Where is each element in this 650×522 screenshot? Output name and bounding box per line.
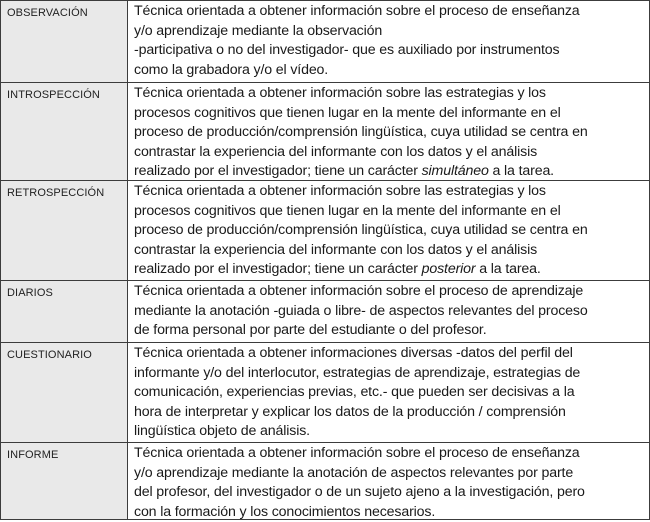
definition-line: Técnica orientada a obtener información sobre el proceso de aprendizaje (134, 283, 584, 299)
definition-line: del profesor, del investigador o de un sujeto ajeno a la investigación, pero (134, 484, 585, 501)
definition-line: hora de interpretar y explicar los datos de la producción / comprensión (134, 403, 566, 420)
table-row-cuestionario (1, 342, 649, 442)
emphasis-text: simultáneo (421, 163, 489, 180)
emphasis-text: posterior (421, 261, 476, 278)
definition-line: Técnica orientada a obtener información sobre las estrategias y los (134, 85, 546, 101)
definition-line: Técnica orientada a obtener información sobre las estrategias y los (134, 183, 546, 199)
definition-cell (128, 281, 649, 342)
definition-line: procesos cognitivos que tienen lugar en la mente del informante en el (134, 104, 561, 121)
definition-text: a la tarea. (488, 163, 554, 180)
definition-line: Técnica orientada a obtener informaciones diversas -datos del perfil del (134, 345, 573, 361)
definition-line: y/o aprendizaje mediante la anotación de aspectos relevantes por parte (134, 464, 574, 481)
definition-line: lingüística objeto de análisis. (134, 423, 310, 440)
definition-cell (128, 443, 649, 519)
term-cell: RETROSPECCIÓN (1, 181, 128, 280)
definition-line: de forma personal por parte del estudiante o del profesor. (134, 322, 487, 339)
table-row-introspeccion (1, 82, 649, 180)
definition-line: Técnica orientada a obtener información sobre el proceso de enseñanza (134, 3, 580, 19)
definition-line: comunicación, experiencias previas, etc.- que pueden ser decisivas a la (134, 384, 575, 401)
definition-line: informante y/o del interlocutor, estrategias de aprendizaje, estrategias de (134, 364, 581, 381)
definition-line: contrastar la experiencia del informante con los datos y el análisis (134, 143, 538, 160)
definition-line: contrastar la experiencia del informante con los datos y el análisis (134, 241, 538, 258)
term-cell: INTROSPECCIÓN (1, 83, 128, 180)
definition-line: -participativa o no del investigador- que es auxiliado por instrumentos (134, 42, 560, 59)
definition-line: procesos cognitivos que tienen lugar en la mente del informante en el (134, 202, 561, 219)
definition-line (134, 260, 645, 280)
definition-cell (128, 343, 649, 442)
definition-line: proceso de producción/comprensión lingüística, cuya utilidad se centra en (134, 124, 588, 141)
definition-line: como la grabadora y/o el vídeo. (134, 61, 329, 78)
definition-text: realizado por el investigador; tiene un carácter (134, 261, 422, 278)
definition-line: y/o aprendizaje mediante la observación (134, 22, 383, 39)
definition-text: realizado por el investigador; tiene un carácter (134, 163, 422, 180)
definition-line: mediante la anotación -guiada o libre- de aspectos relevantes del proceso (134, 302, 588, 319)
term-cell: CUESTIONARIO (1, 343, 128, 442)
term-cell: DIARIOS (1, 281, 128, 342)
table-row-diarios (1, 280, 649, 342)
table-row-informe (1, 442, 649, 519)
table-row-retrospeccion (1, 180, 649, 280)
definition-cell (128, 1, 649, 82)
definition-line: con la formación y los conocimientos necesarios. (134, 503, 436, 520)
term-cell: INFORME (1, 443, 128, 519)
definition-cell (128, 83, 649, 180)
definition-line: Técnica orientada a obtener información sobre el proceso de enseñanza (134, 445, 580, 461)
term-cell: OBSERVACIÓN (1, 1, 128, 82)
definition-text: a la tarea. (475, 261, 541, 278)
definition-cell (128, 181, 649, 280)
table-row-observacion (1, 1, 649, 82)
definition-line: proceso de producción/comprensión lingüística, cuya utilidad se centra en (134, 222, 588, 239)
